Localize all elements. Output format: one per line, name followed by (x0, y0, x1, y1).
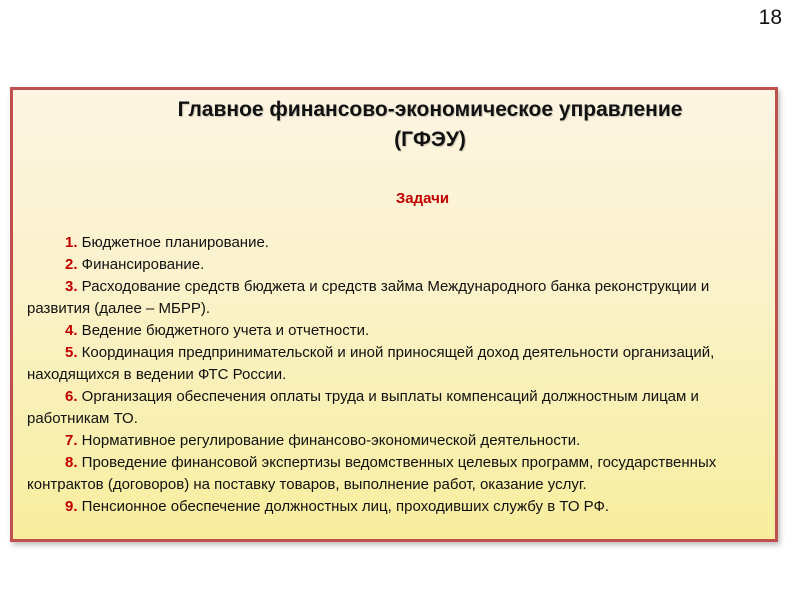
task-text: Нормативное регулирование финансово-экономической деятельности. (77, 432, 581, 449)
task-item-8 (27, 452, 757, 496)
task-number: 5. (65, 344, 78, 361)
task-text: Организация обеспечения оплаты труда и выплаты компенсаций должностным лицам и работникам ТО. (27, 388, 699, 427)
task-number: 3. (65, 278, 78, 295)
task-item-7 (27, 430, 757, 452)
task-item-6 (27, 386, 757, 430)
task-number: 4. (65, 322, 78, 339)
task-item-3 (27, 276, 757, 320)
title-line-2: (ГФЭУ) (394, 128, 466, 151)
task-text: Расходование средств бюджета и средств займа Международного банка реконструкции и развития (далее – МБРР). (27, 278, 710, 317)
task-item-4 (27, 320, 757, 342)
task-item-5 (27, 342, 757, 386)
task-text: Финансирование. (77, 256, 205, 273)
task-item-2 (27, 254, 757, 276)
task-number: 7. (65, 432, 78, 449)
task-text: Пенсионное обеспечение должностных лиц, проходивших службу в ТО РФ. (77, 498, 610, 515)
title-line-1: Главное финансово-экономическое управление (177, 98, 683, 121)
task-text: Проведение финансовой экспертизы ведомственных целевых программ, государственных контрактов (договоров) на поставку товаров, выполнение работ, оказание услуг. (27, 454, 717, 493)
task-number: 2. (65, 256, 78, 273)
slide-number: 18 (758, 6, 782, 29)
task-item-9 (27, 496, 757, 518)
task-item-1 (27, 232, 757, 254)
task-text: Координация предпринимательской и иной приносящей доход деятельности организаций, находящихся в ведении ФТС России. (27, 344, 715, 383)
tasks-heading: Задачи (395, 190, 450, 207)
task-text: Бюджетное планирование. (77, 234, 269, 251)
tasks-list (27, 232, 757, 518)
task-text: Ведение бюджетного учета и отчетности. (77, 322, 370, 339)
task-number: 8. (65, 454, 78, 471)
task-number: 9. (65, 498, 78, 515)
page-title (0, 95, 800, 155)
task-number: 6. (65, 388, 78, 405)
task-number: 1. (65, 234, 78, 251)
